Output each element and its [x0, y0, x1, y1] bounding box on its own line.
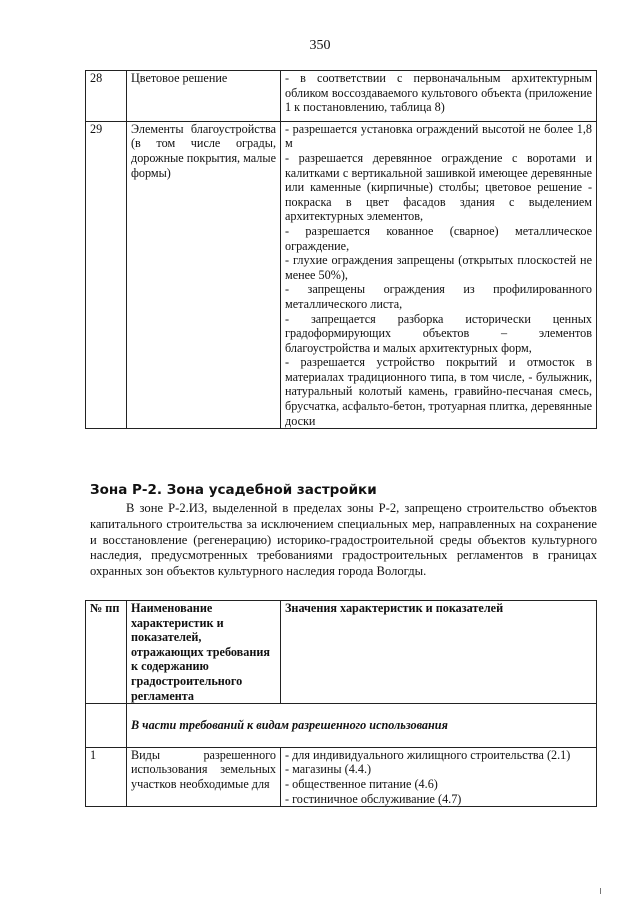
value-line: - гостиничное обслуживание (4.7): [285, 791, 462, 806]
section-title: В части требований к видам разрешенного использования: [127, 704, 597, 748]
table-section-row: [86, 704, 597, 748]
scan-mark: [600, 888, 601, 894]
value-line: - запрещается разборка исторически ценных градоформирующих объектов – элементов благоустройства и малых архитектурных форм,: [285, 311, 592, 355]
characteristic-name: Цветовое решение: [127, 71, 281, 122]
section-spacer: [86, 704, 127, 748]
requirements-table-continued: [85, 70, 597, 429]
value-line: - разрешается установка ограждений высотой не более 1,8 м: [285, 121, 592, 151]
row-number: 1: [86, 747, 127, 806]
value-line: - разрешается устройство покрытий и отмосток в материалах традиционного типа, в том числе, - булыжник, натуральный колотый камень, гравийно-песчаная смесь, брусчатка, асфальто-бетон, тротуарная плитка, деревянные доски: [285, 355, 592, 428]
header-number: № пп: [86, 601, 127, 704]
zone-paragraph: В зоне Р-2.ИЗ, выделенной в пределах зоны Р-2, запрещено строительство объектов капитального строительства за исключением специальных мер, направленных на сохранение и восстановление (регенерацию) историко-градостроительной среды объектов культурного наследия, предусмотренных требованиями градостроительных регламентов в границах охранных зон объектов культурного наследия города Вологды.: [90, 501, 597, 579]
value-line: - запрещены ограждения из профилированного металлического листа,: [285, 282, 592, 311]
characteristic-name: Виды разрешенного использования земельных участков необходимые для: [127, 747, 281, 806]
zone-title: Зона Р-2. Зона усадебной застройки: [90, 482, 377, 498]
table-row: [86, 121, 597, 428]
table-header-row: [86, 601, 597, 704]
characteristic-name: Элементы благоустройства (в том числе ограды, дорожные покрытия, малые формы): [127, 121, 281, 428]
header-name: Наименование характеристик и показателей, отражающих требования к содержанию градостроительного регламента: [127, 601, 281, 704]
value-line: - разрешается кованное (сварное) металлическое ограждение,: [285, 223, 592, 253]
table-row: [86, 71, 597, 122]
table-row: [86, 747, 597, 806]
row-number: 28: [86, 71, 127, 122]
value-line: - разрешается деревянное ограждение с воротами и калитками с вертикальной зашивкой имеющее деревянные или каменные (кирпичные) столбы; цветовое решение - покраска в цвет фасадов здания с выделением архитектурных элементов,: [285, 150, 592, 224]
value-line: - общественное питание (4.6): [285, 776, 438, 791]
characteristic-values: [281, 747, 597, 806]
row-number: 29: [86, 121, 127, 428]
characteristic-values: [281, 71, 597, 122]
value-line: - магазины (4.4.): [285, 762, 372, 777]
value-line: - в соответствии с первоначальным архитектурным обликом воссоздаваемого культового объекта (приложение 1 к постановлению, таблица 8): [285, 71, 592, 115]
characteristic-values: [281, 121, 597, 428]
page-number: 350: [309, 38, 331, 53]
header-values: Значения характеристик и показателей: [281, 601, 597, 704]
value-line: - для индивидуального жилищного строительства (2.1): [285, 747, 571, 762]
zone-requirements-table: [85, 600, 597, 807]
value-line: - глухие ограждения запрещены (открытых плоскостей не менее 50%),: [285, 253, 592, 282]
